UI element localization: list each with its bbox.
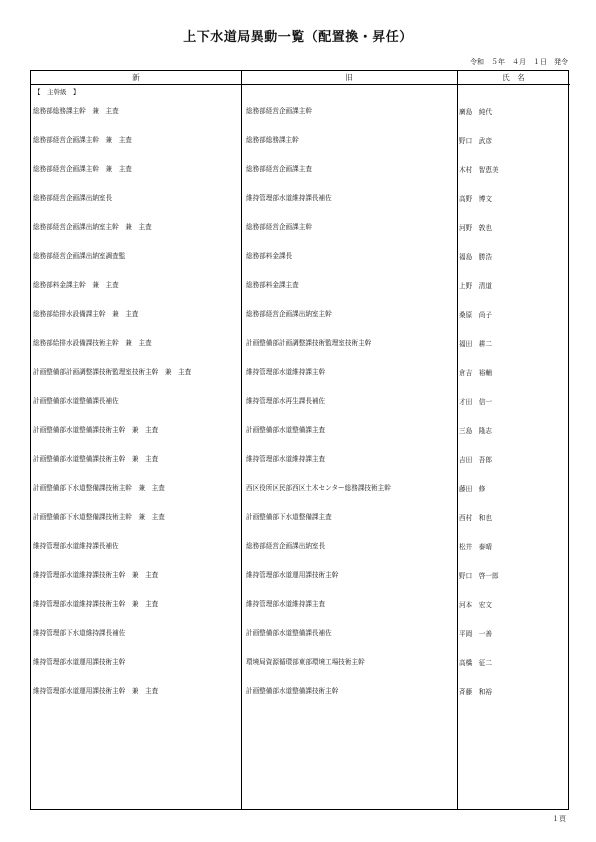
personnel-table xyxy=(30,70,569,810)
cell-name: 河本 宏文 xyxy=(459,601,492,609)
page-number: １頁 xyxy=(552,815,566,823)
cell-name: 高橋 征二 xyxy=(459,659,492,667)
cell-old-position: 西区役所区民部西区土木センター総務課技術主幹 xyxy=(246,484,391,492)
cell-old-position: 総務部料金課主査 xyxy=(246,281,299,289)
header-divider xyxy=(31,84,570,85)
table-row xyxy=(31,397,570,426)
table-row xyxy=(31,455,570,484)
cell-new-position: 総務部給排水設備課技術主幹 兼 主査 xyxy=(33,339,152,347)
cell-name: 斉藤 和裕 xyxy=(459,688,492,696)
table-row xyxy=(31,687,570,716)
cell-old-position: 総務部経営企画課出納室主幹 xyxy=(246,310,332,318)
cell-new-position: 計画整備部計画調整課技術監理室技術主幹 兼 主査 xyxy=(33,368,192,376)
cell-name: 藤田 修 xyxy=(459,485,486,493)
section-label: 【 主幹級 】 xyxy=(34,88,80,96)
cell-old-position: 計画整備部水道整備課主査 xyxy=(246,426,326,434)
table-row xyxy=(31,339,570,368)
table-row xyxy=(31,136,570,165)
cell-new-position: 計画整備部水道整備課技術主幹 兼 主査 xyxy=(33,455,159,463)
cell-new-position: 計画整備部下水道整備課技術主幹 兼 主査 xyxy=(33,513,165,521)
header-name: 氏 名 xyxy=(502,73,525,82)
cell-new-position: 総務部経営企画課出納室調査監 xyxy=(33,252,126,260)
table-row xyxy=(31,252,570,281)
table-row xyxy=(31,426,570,455)
cell-old-position: 維持管理部水道維持課主査 xyxy=(246,455,326,463)
table-row xyxy=(31,600,570,629)
table-row xyxy=(31,310,570,339)
table-row xyxy=(31,542,570,571)
issue-date: 令和 ５年 ４月 １日 発令 xyxy=(470,58,568,66)
table-row xyxy=(31,513,570,542)
cell-old-position: 総務部料金課長 xyxy=(246,252,293,260)
cell-new-position: 維持管理部水道維持課長補佐 xyxy=(33,542,119,550)
cell-new-position: 総務部給排水設備課主幹 兼 主査 xyxy=(33,310,139,318)
cell-old-position: 計画整備部水道整備課技術主幹 xyxy=(246,687,339,695)
table-row xyxy=(31,107,570,136)
table-row xyxy=(31,368,570,397)
cell-name: 桑原 尚子 xyxy=(459,311,492,319)
cell-name: 上野 清道 xyxy=(459,282,492,290)
cell-old-position: 維持管理部水道維持課長補佐 xyxy=(246,194,332,202)
cell-name: 福田 耕二 xyxy=(459,340,492,348)
cell-new-position: 総務部経営企画課主幹 兼 主査 xyxy=(33,136,132,144)
page-title: 上下水道局異動一覧（配置換・昇任） xyxy=(183,30,413,45)
cell-new-position: 維持管理部水道維持課技術主幹 兼 主査 xyxy=(33,571,159,579)
cell-new-position: 総務部総務課主幹 兼 主査 xyxy=(33,107,119,115)
cell-old-position: 総務部経営企画課出納室長 xyxy=(246,542,326,550)
cell-old-position: 計画整備部計画調整課技術監理室技術主幹 xyxy=(246,339,372,347)
cell-name: 吉田 吾郎 xyxy=(459,456,492,464)
cell-name: 福島 勝浩 xyxy=(459,253,492,261)
table-row xyxy=(31,571,570,600)
cell-new-position: 計画整備部水道整備課技術主幹 兼 主査 xyxy=(33,426,159,434)
cell-name: 平岡 一善 xyxy=(459,630,492,638)
table-body xyxy=(31,107,570,716)
cell-old-position: 計画整備部下水道整備課主査 xyxy=(246,513,332,521)
cell-name: 河野 敦也 xyxy=(459,224,492,232)
cell-new-position: 維持管理部水道運用課技術主幹 兼 主査 xyxy=(33,687,159,695)
table-row xyxy=(31,484,570,513)
table-row xyxy=(31,165,570,194)
cell-new-position: 総務部経営企画課出納室主幹 兼 主査 xyxy=(33,223,152,231)
table-row xyxy=(31,658,570,687)
cell-old-position: 総務部経営企画課主幹 xyxy=(246,107,312,115)
cell-old-position: 計画整備部水道整備課長補佐 xyxy=(246,629,332,637)
table-row xyxy=(31,194,570,223)
cell-name: 高野 博文 xyxy=(459,195,492,203)
cell-old-position: 維持管理部水道維持課主査 xyxy=(246,600,326,608)
cell-new-position: 維持管理部水道維持課技術主幹 兼 主査 xyxy=(33,600,159,608)
cell-new-position: 総務部料金課主幹 兼 主査 xyxy=(33,281,119,289)
cell-old-position: 総務部経営企画課主幹 xyxy=(246,223,312,231)
cell-old-position: 総務部経営企画課主査 xyxy=(246,165,312,173)
cell-name: 三島 隆志 xyxy=(459,427,492,435)
cell-name: 野口 武彦 xyxy=(459,137,492,145)
header-old: 旧 xyxy=(345,73,353,82)
cell-name: 廣島 純代 xyxy=(459,108,492,116)
cell-new-position: 維持管理部下水道維持課長補佐 xyxy=(33,629,126,637)
cell-name: 西村 和也 xyxy=(459,514,492,522)
table-row xyxy=(31,223,570,252)
cell-old-position: 維持管理部水道維持課主幹 xyxy=(246,368,326,376)
table-row xyxy=(31,281,570,310)
cell-new-position: 計画整備部水道整備課長補佐 xyxy=(33,397,119,405)
cell-old-position: 環境局資源循環部東部環境工場技術主幹 xyxy=(246,658,365,666)
cell-new-position: 総務部経営企画課主幹 兼 主査 xyxy=(33,165,132,173)
cell-name: 野口 啓一郎 xyxy=(459,572,499,580)
cell-old-position: 維持管理部水再生課長補佐 xyxy=(246,397,326,405)
cell-new-position: 計画整備部下水道整備課技術主幹 兼 主査 xyxy=(33,484,165,492)
table-row xyxy=(31,629,570,658)
header-new: 新 xyxy=(132,73,140,82)
cell-new-position: 維持管理部水道運用課技術主幹 xyxy=(33,658,126,666)
cell-name: 才田 信一 xyxy=(459,398,492,406)
cell-old-position: 維持管理部水道運用課技術主幹 xyxy=(246,571,339,579)
cell-name: 松井 泰晴 xyxy=(459,543,492,551)
cell-new-position: 総務部経営企画課出納室長 xyxy=(33,194,113,202)
cell-old-position: 総務部総務課主幹 xyxy=(246,136,299,144)
cell-name: 木村 智恵美 xyxy=(459,166,499,174)
cell-name: 倉吉 裕輔 xyxy=(459,369,492,377)
